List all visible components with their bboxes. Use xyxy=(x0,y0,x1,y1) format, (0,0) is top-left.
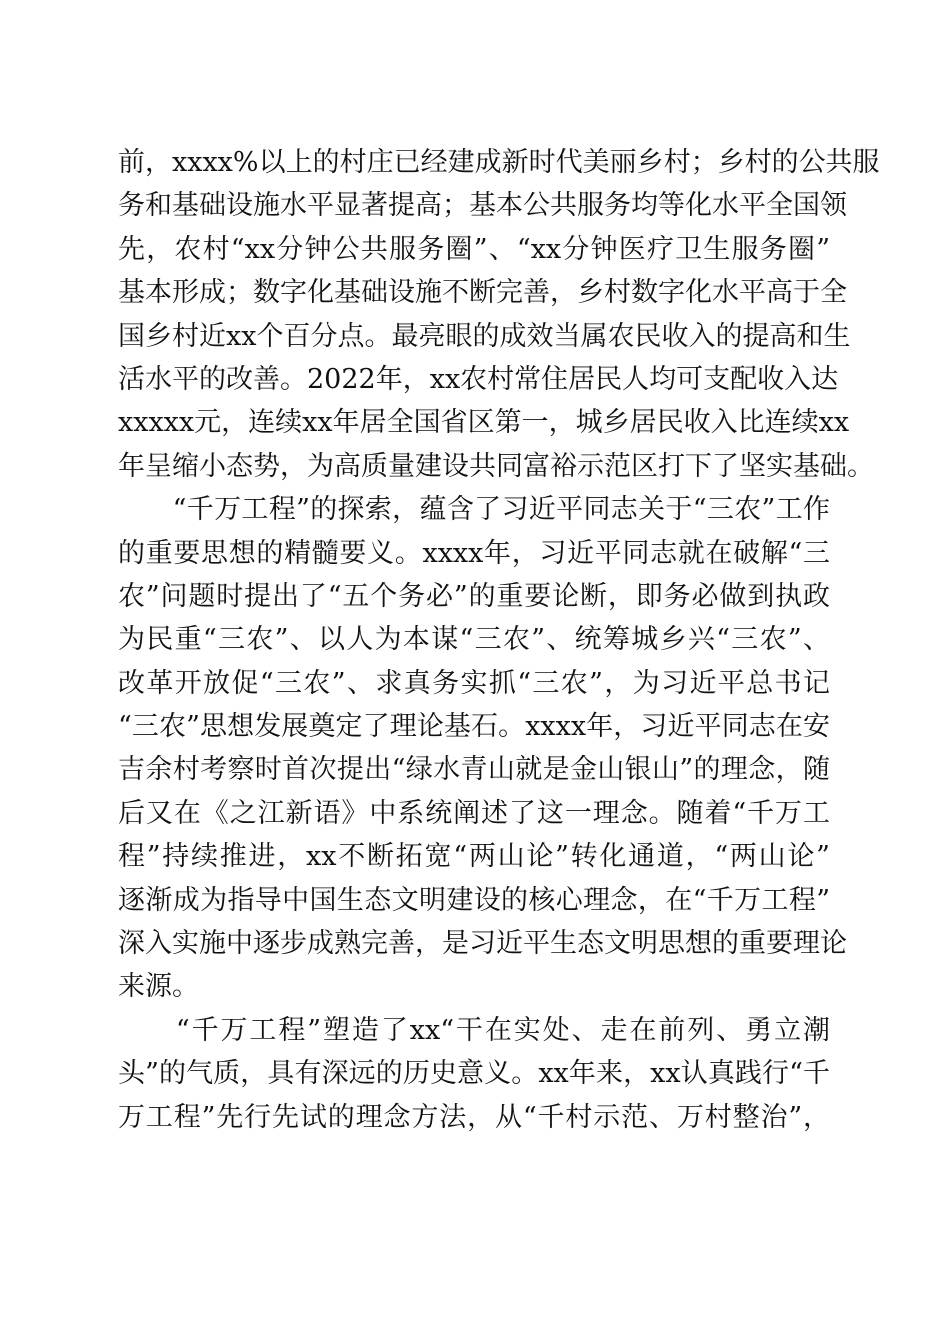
document-body xyxy=(118,141,880,1139)
text-line: 为民重“三农”、以人为本谋“三农”、统筹城乡兴“三农”、 xyxy=(118,624,830,656)
text-line: 前，xxxx%以上的村庄已经建成新时代美丽乡村；乡村的公共服 xyxy=(118,147,880,178)
paragraph-3 xyxy=(118,1009,830,1139)
text-line: 农”问题时提出了“五个务必”的重要论断，即务必做到执政 xyxy=(118,580,830,612)
text-line: 活水平的改善。2022年，xx农村常住居民人均可支配收入达 xyxy=(118,363,839,395)
text-line: xxxxx元，连续xx年居全国省区第一，城乡居民收入比连续xx xyxy=(118,407,850,439)
text-line: 年呈缩小态势，为高质量建设共同富裕示范区打下了坚实基础。 xyxy=(118,450,874,482)
paragraph-1 xyxy=(118,141,880,488)
text-line: 逐渐成为指导中国生态文明建设的核心理念，在“千万工程” xyxy=(118,884,830,916)
text-line: 基本形成；数字化基础设施不断完善，乡村数字化水平高于全 xyxy=(118,277,847,309)
paragraph-2 xyxy=(118,488,847,1009)
text-line: “千万工程”的探索，蕴含了习近平同志关于“三农”工作 xyxy=(118,494,830,526)
text-line: 吉余村考察时首次提出“绿水青山就是金山银山”的理念，随 xyxy=(118,754,830,786)
text-line: 程”持续推进，xx不断拓宽“两山论”转化通道，“两山论” xyxy=(118,841,830,873)
text-line: 后又在《之江新语》中系统阐述了这一理念。随着“千万工 xyxy=(118,797,830,829)
text-line: 深入实施中逐步成熟完善，是习近平生态文明思想的重要理论 xyxy=(118,928,847,960)
text-line: 国乡村近xx个百分点。最亮眼的成效当属农民收入的提高和生 xyxy=(118,320,851,352)
text-line: 务和基础设施水平显著提高；基本公共服务均等化水平全国领 xyxy=(118,190,847,222)
text-line: 的重要思想的精髓要义。xxxx年，习近平同志就在破解“三 xyxy=(118,537,830,569)
text-line: 先，农村“xx分钟公共服务圈”、“xx分钟医疗卫生服务圈” xyxy=(118,233,830,265)
text-line: “千万工程”塑造了xx“干在实处、走在前列、勇立潮 xyxy=(118,1014,830,1046)
text-line: 改革开放促“三农”、求真务实抓“三农”，为习近平总书记 xyxy=(118,667,830,699)
text-line: “三农”思想发展奠定了理论基石。xxxx年，习近平同志在安 xyxy=(118,711,830,743)
text-line: 来源。 xyxy=(118,971,199,1003)
text-line: 万工程”先行先试的理念方法，从“千村示范、万村整治”， xyxy=(118,1101,830,1133)
text-line: 头”的气质，具有深远的历史意义。xx年来，xx认真践行“千 xyxy=(118,1058,830,1090)
